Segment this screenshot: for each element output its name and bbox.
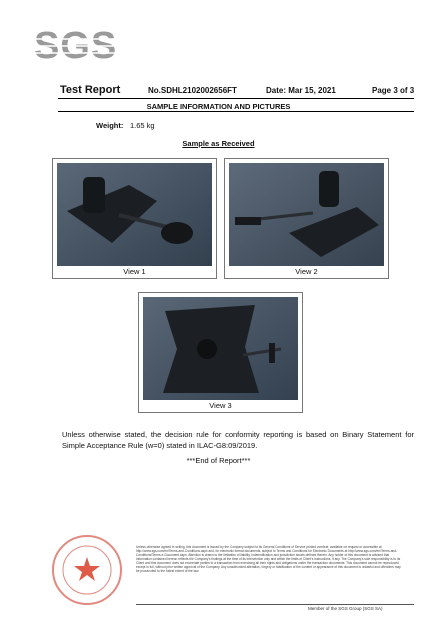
- logo-stripes: [34, 26, 116, 66]
- company-seal-stamp: [50, 533, 124, 607]
- member-text: Member of the SGS Group (SGS SA): [308, 606, 383, 611]
- photo-view-2: [224, 158, 389, 279]
- footer-fine-print: Unless otherwise agreed in writing, this document is issued by the Company subject to its General Conditions of Service printed overleaf, available on request or accessible at http://www.sgs.com/en/Terms-and-Conditions.aspx and, for electronic format documents, subject to Terms and Conditions for Electronic Documents at http://www.sgs.com/en/Terms-and-Conditions/Terms-e-Document.aspx. Attention is drawn to the limitation of liability, indemnification and jurisdiction issues defined therein. Any holder of this document is advised that information contained hereon reflects the Company's findings at the time of its intervention only and within the limits of Client's instructions, if any. The Company's sole responsibility is to its Client and this document does not exonerate parties to a transaction from exercising all their rights and obligations under the transaction documents. This document cannot be reproduced except in full, without prior written approval of the Company. Any unauthorized alteration, forgery or falsification of the content or appearance of this document is unlawful and offenders may be prosecuted to the fullest extent of the law.: [136, 545, 401, 573]
- photo-view-3: [138, 292, 303, 413]
- report-date: Date: Mar 15, 2021: [266, 86, 336, 95]
- photo-caption-1: View 1: [123, 267, 146, 276]
- photo-caption-3: View 3: [209, 401, 232, 410]
- photo-image-1: [57, 163, 212, 266]
- section-rule: [58, 111, 414, 112]
- section-title: SAMPLE INFORMATION AND PICTURES: [146, 102, 291, 111]
- report-number: No.SDHL2102002656FT: [148, 86, 237, 95]
- header-rule: [58, 98, 414, 99]
- photo-image-3: [143, 297, 298, 400]
- weight-value: 1.65 kg: [130, 121, 155, 130]
- end-of-report: ***End of Report***: [186, 456, 251, 465]
- logo-text: SGS: [34, 25, 118, 67]
- weight-label: Weight:: [96, 121, 124, 130]
- page-number: Page 3 of 3: [372, 86, 415, 95]
- sgs-logo: [34, 26, 116, 68]
- decision-rule-statement: Unless otherwise stated, the decision rule for conformity reporting is based on Binary Statement for Simple Acceptance Rule (w=0) stated in ILAC-G8:09/2019.: [62, 430, 414, 450]
- footer-rule: [136, 604, 414, 605]
- photo-caption-2: View 2: [295, 267, 318, 276]
- sample-title: Sample as Received: [182, 139, 255, 148]
- report-title: Test Report: [60, 84, 121, 96]
- photo-image-2: [229, 163, 384, 266]
- photo-view-1: [52, 158, 217, 279]
